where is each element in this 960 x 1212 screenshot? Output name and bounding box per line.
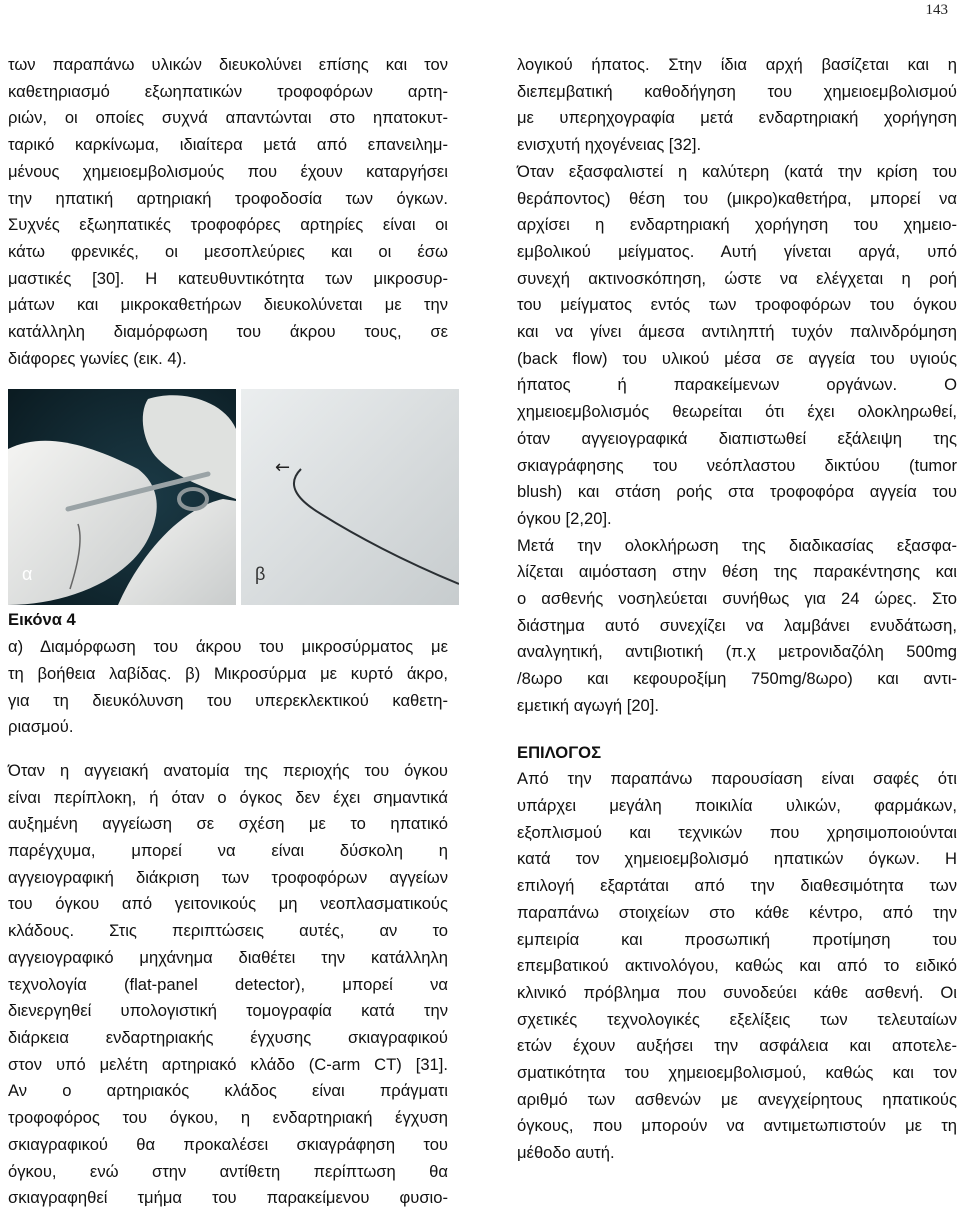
- text-line: επιλογή εξαρτάται από την διαθεσιμότητα των: [517, 876, 957, 896]
- text-line: στον υπό μελέτη αρτηριακό κλάδο (C-arm CT) [31].: [8, 1054, 448, 1074]
- caption-line: τη βοήθεια λαβίδας. β) Μικροσύρμα με κυρτό άκρο,: [8, 663, 448, 683]
- text-line: κατά τον χημειοεμβολισμό ηπατικών όγκων. Η: [517, 849, 957, 869]
- text-line: blush) και στάση ροής στα τροφοφόρα αγγεία του: [517, 482, 957, 502]
- text-line: λίζεται αιμόσταση στην θέση της παρακέντησης και: [517, 562, 957, 582]
- text-line: παραπάνω στοιχείων στο κάθε κέντρο, από την: [517, 902, 957, 922]
- text-line: ετών έχουν αυξήσει την ασφάλεια και αποτελε-: [517, 1036, 957, 1056]
- text-line: κατάλληλη διαμόρφωση του άκρου τους, σε: [8, 322, 448, 342]
- text-line: χημειοεμβολισμός θεωρείται ότι έχει ολοκληρωθεί,: [517, 402, 957, 422]
- text-line: όγκου [2,20].: [517, 508, 612, 528]
- text-line: Όταν η αγγειακή ανατομία της περιοχής του όγκου: [8, 760, 448, 780]
- text-line: και να γίνει άμεσα αντιληπτή τυχόν παλινδρόμηση: [517, 322, 957, 342]
- text-line: ήπατος ή παρακείμενων οργάνων. Ο: [517, 375, 957, 395]
- text-line: κλινικό πρόβλημα που συνοδεύει κάθε ασθενή. Οι: [517, 982, 957, 1002]
- text-line: των παραπάνω υλικών διευκολύνει επίσης και τον: [8, 55, 448, 74]
- text-line: ριών, οι οποίες συχνά απαντώνται στο ηπατοκυτ-: [8, 108, 448, 128]
- right-column: [517, 52, 957, 1167]
- text-line: όγκους, που μπορούν να αντιμετωπιστούν με τη: [517, 1116, 957, 1136]
- caption-line: ριασμού.: [8, 717, 74, 737]
- text-line: διενεργηθεί υπολογιστική τομογραφία κατά την: [8, 1001, 448, 1021]
- paragraph-epilogue: [517, 766, 957, 1167]
- text-line: παρέγχυμα, μπορεί να είναι δύσκολη η: [8, 841, 448, 861]
- figure-4: [8, 389, 448, 605]
- text-line: αριθμό των ασθενών με ανεγχείρητους ηπατικούς: [517, 1089, 957, 1109]
- text-line: /8ωρο και κεφουροξίμη 750mg/8ωρο) και αντι-: [517, 669, 957, 689]
- text-line: μένους χημειοεμβολισμούς που έχουν καταργήσει: [8, 161, 448, 181]
- text-line: Όταν εξασφαλιστεί η καλύτερη (κατά την κρίση του: [517, 161, 957, 181]
- text-line: μάτων και μικροκαθετήρων διευκολύνεται με την: [8, 295, 448, 315]
- text-line: σχετικές τεχνολογικές εξελίξεις των τελευταίων: [517, 1009, 957, 1029]
- figure-caption: [8, 634, 448, 741]
- text-line: κάτω φρενικές, οι μεσοπλεύριες και οι έσω: [8, 241, 448, 261]
- text-line: μαστικές [30]. Η κατευθυντικότητα των μικροσυρ-: [8, 268, 448, 288]
- text-line: σκιαγραφηθεί τμήμα του παρακείμενου φυσιο-: [8, 1188, 448, 1208]
- microwire-photo-image: [241, 389, 459, 605]
- text-line: ενισχυτή ηχογένειας [32].: [517, 135, 702, 155]
- text-line: όγκου, ενώ στην αντίθετη περίπτωση θα: [8, 1161, 448, 1181]
- photo-label-b: β: [255, 563, 266, 584]
- text-line: σματικότητα του χημειοεμβολισμού, καθώς και τον: [517, 1063, 957, 1083]
- text-line: Μετά την ολοκλήρωση της διαδικασίας εξασφα-: [517, 535, 957, 555]
- text-line: αγγειογραφική διάκριση των τροφοφόρων αγγείων: [8, 867, 448, 887]
- photo-forceps-shaping-wire: [8, 389, 236, 605]
- text-line: Συχνές εξωηπατικές τροφοφόρες αρτηρίες είναι οι: [8, 215, 448, 235]
- text-line: Αν ο αρτηριακός κλάδος είναι πράγματι: [8, 1081, 448, 1101]
- text-line: θεράποντος) θέση του (μικρο)καθετήρα, μπορεί να: [517, 188, 957, 208]
- text-line: με υπερηχογραφία μετά ενδαρτηριακή χορήγηση: [517, 108, 957, 128]
- left-column: [8, 52, 448, 1212]
- text-line: μέθοδο αυτή.: [517, 1143, 615, 1163]
- caption-line: α) Διαμόρφωση του άκρου του μικροσύρματος με: [8, 637, 448, 657]
- text-line: συνεχή ακτινοσκόπηση, ώστε να ελέγχεται η ροή: [517, 268, 957, 288]
- text-line: ο ασθενής νοσηλεύεται συνήθως για 24 ώρες. Στο: [517, 589, 957, 609]
- text-line: κλάδους. Στις περιπτώσεις αυτές, αν το: [8, 921, 448, 941]
- text-line: Από την παραπάνω παρουσίαση είναι σαφές ότι: [517, 769, 957, 789]
- text-line: διεπεμβατική καθοδήγηση του χημειοεμβολισμού: [517, 81, 957, 101]
- page-number: 143: [925, 2, 948, 18]
- text-line: διάφορες γωνίες (εικ. 4).: [8, 348, 187, 368]
- paragraph-post-procedure: [517, 533, 957, 720]
- text-line: διάστημα αυτό συνεχίζει να λαμβάνει ενυδάτωση,: [517, 615, 957, 635]
- forceps-photo-image: [8, 389, 236, 605]
- text-line: του όγκου από γειτονικούς μη νεοπλασματικούς: [8, 894, 448, 914]
- text-line: την ηπατική αρτηριακή τροφοδοσία των όγκων.: [8, 188, 448, 208]
- text-line: διάρκεια ενδαρτηριακής έγχυσης σκιαγραφικού: [8, 1027, 448, 1047]
- paragraph-infusion: [517, 159, 957, 533]
- text-line: εξοπλισμού και τεχνικών που χρησιμοποιούνται: [517, 822, 957, 842]
- photo-curved-microwire: [241, 389, 459, 605]
- text-line: τεχνολογία (flat-panel detector), μπορεί να: [8, 974, 448, 994]
- text-line: αγγειογραφικό μηχάνημα διαθέτει την κατάλληλη: [8, 947, 448, 967]
- text-line: όταν αγγειογραφικά διαπιστωθεί εξάλειψη της: [517, 428, 957, 448]
- arrow-icon: ←: [275, 457, 291, 479]
- text-line: λογικού ήπατος. Στην ίδια αρχή βασίζεται και η: [517, 55, 957, 74]
- text-line: αναλγητική, αντιβιοτική (π.χ μετρονιδαζόλη 500mg: [517, 642, 957, 662]
- text-line: εμετική αγωγή [20].: [517, 695, 660, 715]
- text-line: τροφοφόρος του όγκου, η ενδαρτηριακή έγχυση: [8, 1108, 448, 1128]
- caption-line: για τη διευκόλυνση του υπερεκλεκτικού καθετη-: [8, 690, 448, 710]
- section-heading-epilogue: ΕΠΙΛΟΓΟΣ: [517, 742, 602, 762]
- paragraph-ultrasound-guidance: [517, 52, 957, 159]
- text-line: αυξημένη αγγείωση σε σχέση με το ηπατικό: [8, 814, 448, 834]
- text-line: είναι περίπλοκη, ή όταν ο όγκος δεν έχει σημαντικά: [8, 787, 448, 807]
- text-line: επεμβατικού ακτινολόγου, καθώς και από το ειδικό: [517, 956, 957, 976]
- paragraph-feeding-arteries: [8, 52, 448, 372]
- text-line: ταρικό καρκίνωμα, ιδιαίτερα μετά από επανειλημ-: [8, 135, 448, 155]
- text-line: (back flow) του υλικού μέσα σε αγγεία του υγιούς: [517, 348, 957, 368]
- text-line: σκιαγραφικού θα προκαλέσει σκιαγράφηση του: [8, 1134, 448, 1154]
- text-line: υπάρχει μεγάλη ποικιλία υλικών, φαρμάκων,: [517, 795, 957, 815]
- text-line: εμπειρία και προσωπική προτίμηση του: [517, 929, 957, 949]
- text-line: αρχίσει η ενδαρτηριακή χορήγηση του χημειο-: [517, 215, 957, 235]
- text-line: σκιαγράφησης του νεόπλαστου δικτύου (tumor: [517, 455, 957, 475]
- text-line: του μείγματος εντός των τροφοφόρων του όγκου: [517, 295, 957, 315]
- text-line: εμβολικού μείγματος. Αυτή γίνεται αργά, υπό: [517, 241, 957, 261]
- figure-caption-title: Εικόνα 4: [8, 610, 76, 630]
- text-line: καθετηριασμό εξωηπατικών τροφοφόρων αρτη-: [8, 81, 448, 101]
- photo-label-a: α: [22, 563, 33, 584]
- paragraph-c-arm-ct: [8, 758, 448, 1212]
